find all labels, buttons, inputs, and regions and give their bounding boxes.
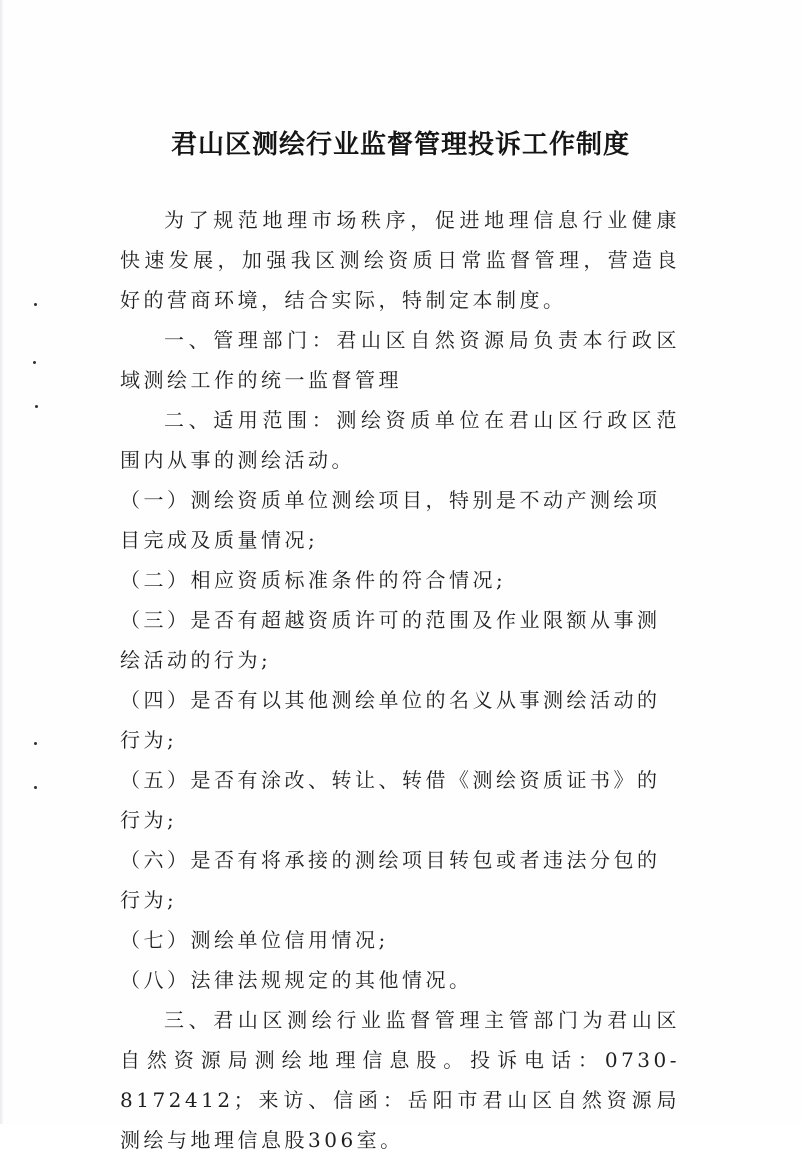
section-contact: 三、君山区测绘行业监督管理主管部门为君山区自然资源局测绘地理信息股。投诉电话：0730-8172412；来访、信函：岳阳市君山区自然资源局测绘与地理信息股306室。 [120,1008,680,1152]
intro-paragraph: 为了规范地理市场秩序，促进地理信息行业健康快速发展，加强我区测绘资质日常监督管理，营造良好的营商环境，结合实际，特制定本制度。 [120,208,680,312]
section-management: 一、管理部门：君山区自然资源局负责本行政区域测绘工作的统一监督管理 [120,328,680,392]
scope-item: （四）是否有以其他测绘单位的名义从事测绘活动的行为; [120,688,661,752]
scope-item: （一）测绘资质单位测绘项目，特别是不动产测绘项目完成及质量情况; [120,488,661,552]
scope-item: （八）法律法规规定的其他情况。 [120,968,473,992]
scope-item: （二）相应资质标准条件的符合情况; [120,568,507,592]
page-edge-shadow [0,0,4,1124]
document-body [120,200,680,1160]
section-scope: 二、适用范围：测绘资质单位在君山区行政区范围内从事的测绘活动。 [120,408,680,472]
scope-item: （三）是否有超越资质许可的范围及作业限额从事测绘活动的行为; [120,608,661,672]
scan-speck [34,786,37,789]
scope-item: （七）测绘单位信用情况; [120,928,389,952]
scan-speck [35,405,38,408]
scan-speck [34,303,37,306]
scope-item: （五）是否有涂改、转让、转借《测绘资质证书》的行为; [120,768,661,832]
scan-speck [33,361,36,364]
scope-item: （六）是否有将承接的测绘项目转包或者违法分包的行为; [120,848,661,912]
scan-speck [34,742,37,745]
document-title: 君山区测绘行业监督管理投诉工作制度 [170,130,630,161]
